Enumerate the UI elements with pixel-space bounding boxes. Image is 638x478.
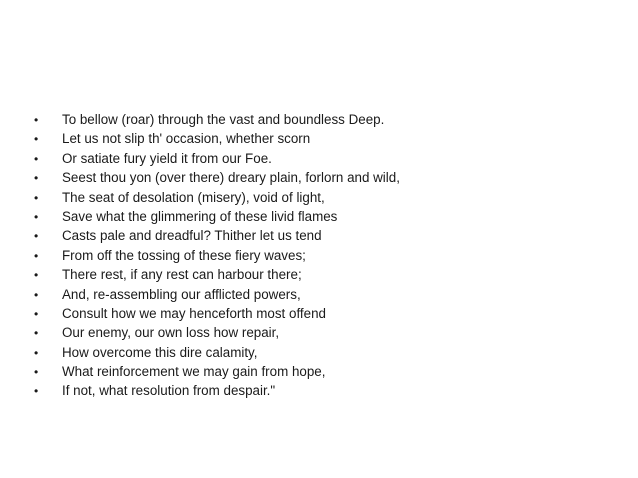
bullet-icon: • bbox=[34, 132, 39, 147]
bullet-text: The seat of desolation (misery), void of light, bbox=[62, 189, 325, 205]
bullet-list bbox=[34, 112, 400, 403]
bullet-text: What reinforcement we may gain from hope, bbox=[62, 364, 326, 380]
bullet-item bbox=[34, 287, 400, 306]
bullet-item bbox=[34, 209, 400, 228]
bullet-icon: • bbox=[34, 171, 39, 186]
bullet-item bbox=[34, 248, 400, 267]
bullet-text: How overcome this dire calamity, bbox=[62, 344, 258, 360]
bullet-item bbox=[34, 151, 400, 170]
bullet-item bbox=[34, 306, 400, 325]
bullet-item bbox=[34, 228, 400, 247]
bullet-text: And, re-assembling our afflicted powers, bbox=[62, 286, 301, 302]
bullet-text: Seest thou yon (over there) dreary plain, forlorn and wild, bbox=[62, 170, 400, 186]
bullet-text: To bellow (roar) through the vast and boundless Deep. bbox=[62, 112, 385, 127]
bullet-text: Save what the glimmering of these livid flames bbox=[62, 208, 338, 224]
bullet-text: Our enemy, our own loss how repair, bbox=[62, 325, 280, 341]
bullet-item bbox=[34, 267, 400, 286]
bullet-icon: • bbox=[34, 113, 39, 127]
bullet-text: Let us not slip th' occasion, whether scorn bbox=[62, 131, 311, 147]
bullet-item bbox=[34, 364, 400, 383]
bullet-icon: • bbox=[34, 151, 39, 166]
bullet-item bbox=[34, 170, 400, 189]
bullet-icon: • bbox=[34, 326, 39, 341]
bullet-item bbox=[34, 383, 400, 402]
bullet-icon: • bbox=[34, 345, 39, 360]
bullet-item bbox=[34, 131, 400, 150]
bullet-icon: • bbox=[34, 287, 39, 302]
bullet-text: Casts pale and dreadful? Thither let us tend bbox=[62, 228, 322, 244]
bullet-text: Or satiate fury yield it from our Foe. bbox=[62, 150, 272, 166]
bullet-icon: • bbox=[34, 306, 39, 321]
bullet-icon: • bbox=[34, 190, 39, 205]
bullet-item bbox=[34, 325, 400, 344]
bullet-text: If not, what resolution from despair." bbox=[62, 383, 276, 399]
bullet-icon: • bbox=[34, 268, 39, 283]
bullet-item bbox=[34, 112, 400, 131]
bullet-item bbox=[34, 190, 400, 209]
bullet-icon: • bbox=[34, 384, 39, 399]
bullet-icon: • bbox=[34, 248, 39, 263]
bullet-icon: • bbox=[34, 229, 39, 244]
bullet-text: Consult how we may henceforth most offend bbox=[62, 305, 326, 321]
bullet-text: There rest, if any rest can harbour there; bbox=[62, 267, 302, 283]
bullet-item bbox=[34, 345, 400, 364]
bullet-icon: • bbox=[34, 365, 39, 380]
bullet-icon: • bbox=[34, 209, 39, 224]
bullet-text: From off the tossing of these fiery waves; bbox=[62, 247, 306, 263]
